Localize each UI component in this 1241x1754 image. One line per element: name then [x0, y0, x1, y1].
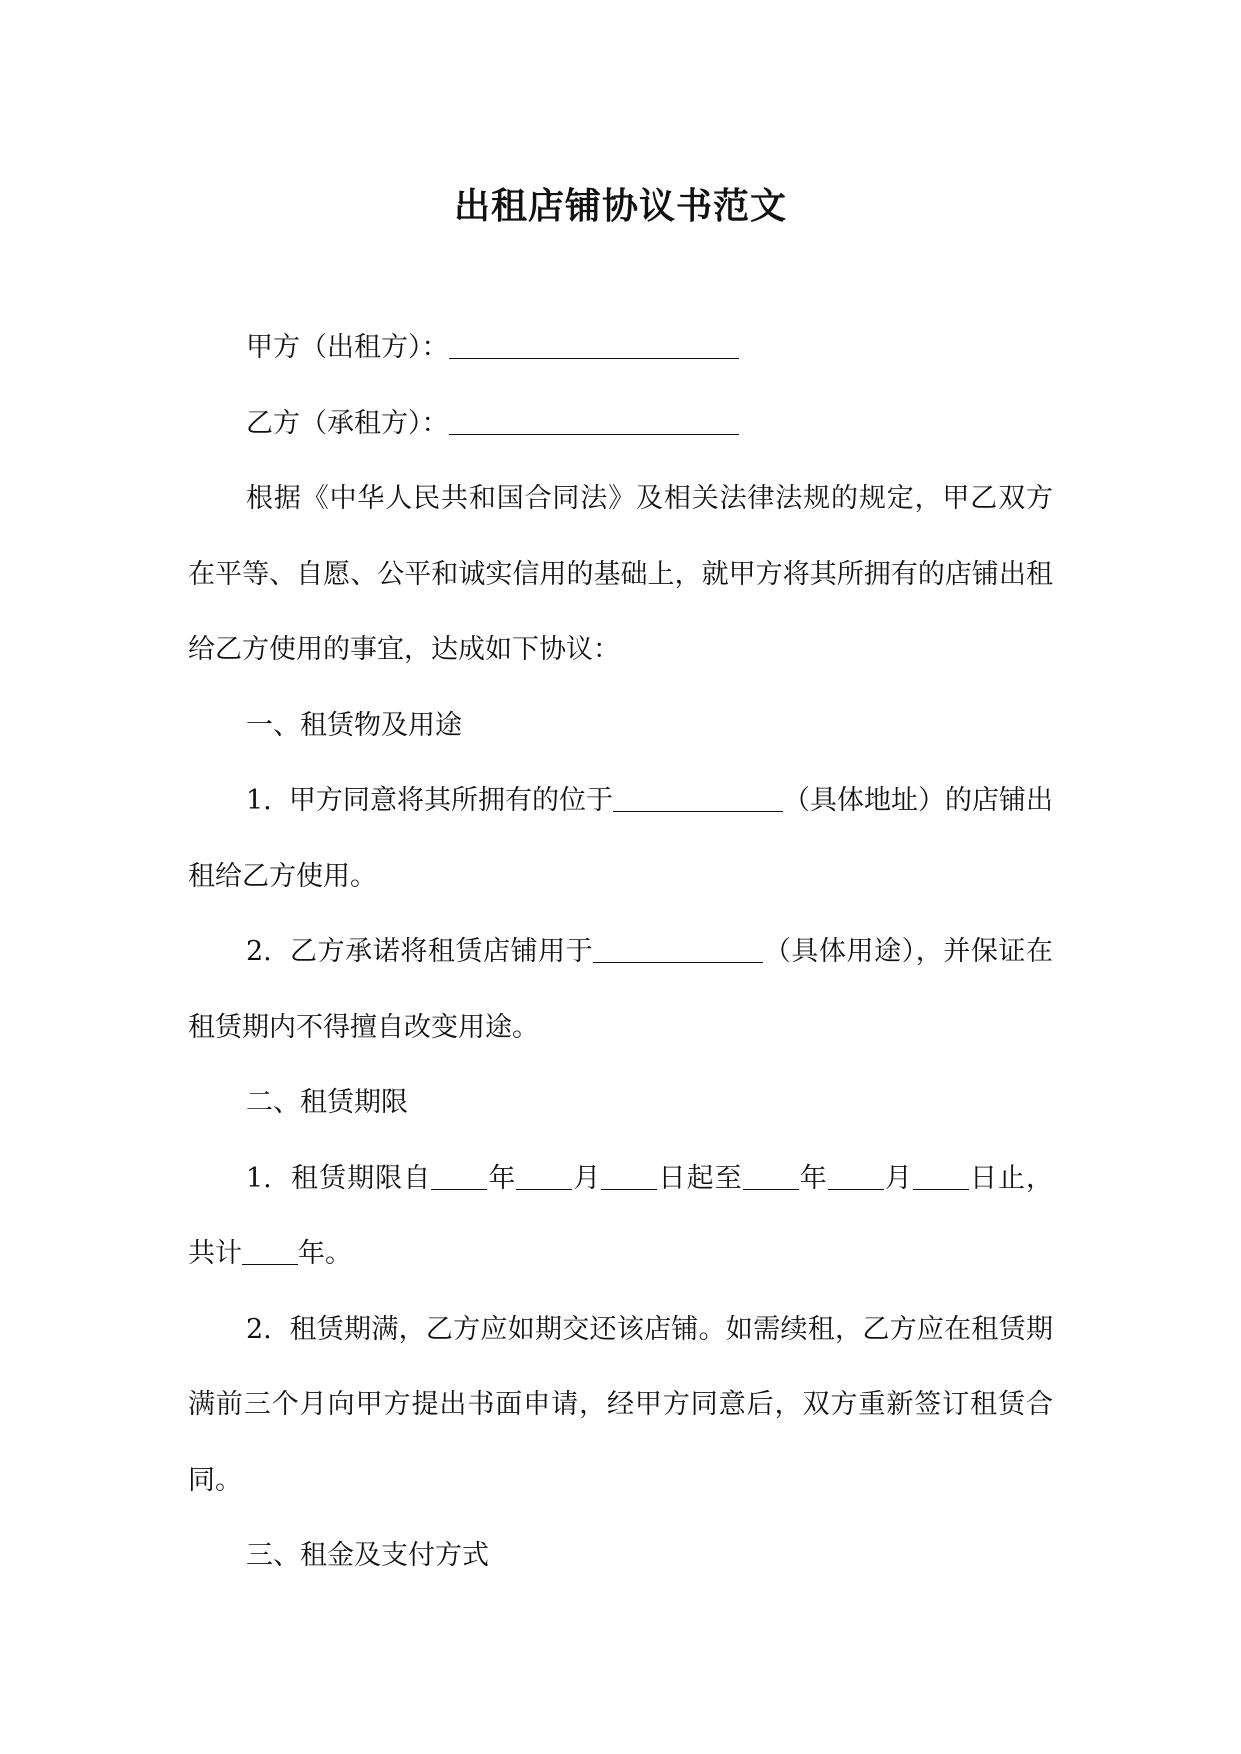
day-start-label: 日起至: [657, 1162, 743, 1194]
document-body: [188, 310, 1053, 1594]
section-heading-3: 三、租金及支付方式: [246, 1540, 489, 1571]
section2-item1: [188, 1141, 1053, 1292]
day-end-label: 日止，: [968, 1162, 1054, 1194]
address-blank[interactable]: [613, 783, 783, 812]
total-years-blank[interactable]: [242, 1236, 298, 1265]
end-year-blank[interactable]: [743, 1160, 799, 1189]
party-a-blank[interactable]: [449, 330, 739, 359]
s2-item1-prefix: 1. 租赁期限自: [246, 1162, 432, 1194]
year-label: 年: [487, 1162, 517, 1194]
s1-item2-text-a: 2. 乙方承诺将租赁店铺用于: [246, 936, 594, 967]
section-heading-1: 一、租赁物及用途: [246, 709, 462, 741]
party-a-line: [188, 310, 1053, 386]
month-label: 月: [572, 1162, 602, 1194]
s1-item1-text-b: （具体地址）的店铺出租给乙方使用。: [188, 785, 1053, 892]
party-b-blank[interactable]: [449, 405, 739, 434]
s1-item2-text-b: （具体用途），并保证在租赁期内不得擅自改变用途。: [188, 936, 1053, 1043]
preamble-paragraph: 根据《中华人民共和国合同法》及相关法律法规的规定，甲乙双方在平等、自愿、公平和诚实信用的基础上，就甲方将其所拥有的店铺出租给乙方使用的事宜，达成如下协议：: [188, 483, 1053, 665]
total-year-label: 年。: [298, 1238, 352, 1269]
party-a-label: 甲方（出租方）：: [246, 332, 449, 363]
month-label: 月: [883, 1162, 913, 1194]
total-label: 共计: [188, 1238, 242, 1269]
section-heading-2: 二、租赁期限: [246, 1087, 408, 1118]
party-b-label: 乙方（承租方）：: [246, 407, 449, 439]
year-label: 年: [798, 1162, 828, 1194]
document-title: 出租店铺协议书范文: [453, 185, 787, 227]
usage-blank[interactable]: [593, 934, 763, 963]
start-year-blank[interactable]: [431, 1160, 487, 1189]
section2-item2: 2. 租赁期满，乙方应如期交还该店铺。如需续租，乙方应在租赁期满前三个月向甲方提出书面申请，经甲方同意后，双方重新签订租赁合同。: [188, 1313, 1053, 1496]
s1-item1-text-a: 1. 甲方同意将其所拥有的位于: [246, 785, 613, 816]
start-day-blank[interactable]: [601, 1160, 657, 1189]
end-month-blank[interactable]: [828, 1160, 884, 1189]
section1-item1: [188, 763, 1053, 914]
party-b-line: [188, 386, 1053, 462]
section1-item2: [188, 914, 1053, 1065]
start-month-blank[interactable]: [516, 1160, 572, 1189]
end-day-blank[interactable]: [913, 1160, 969, 1189]
